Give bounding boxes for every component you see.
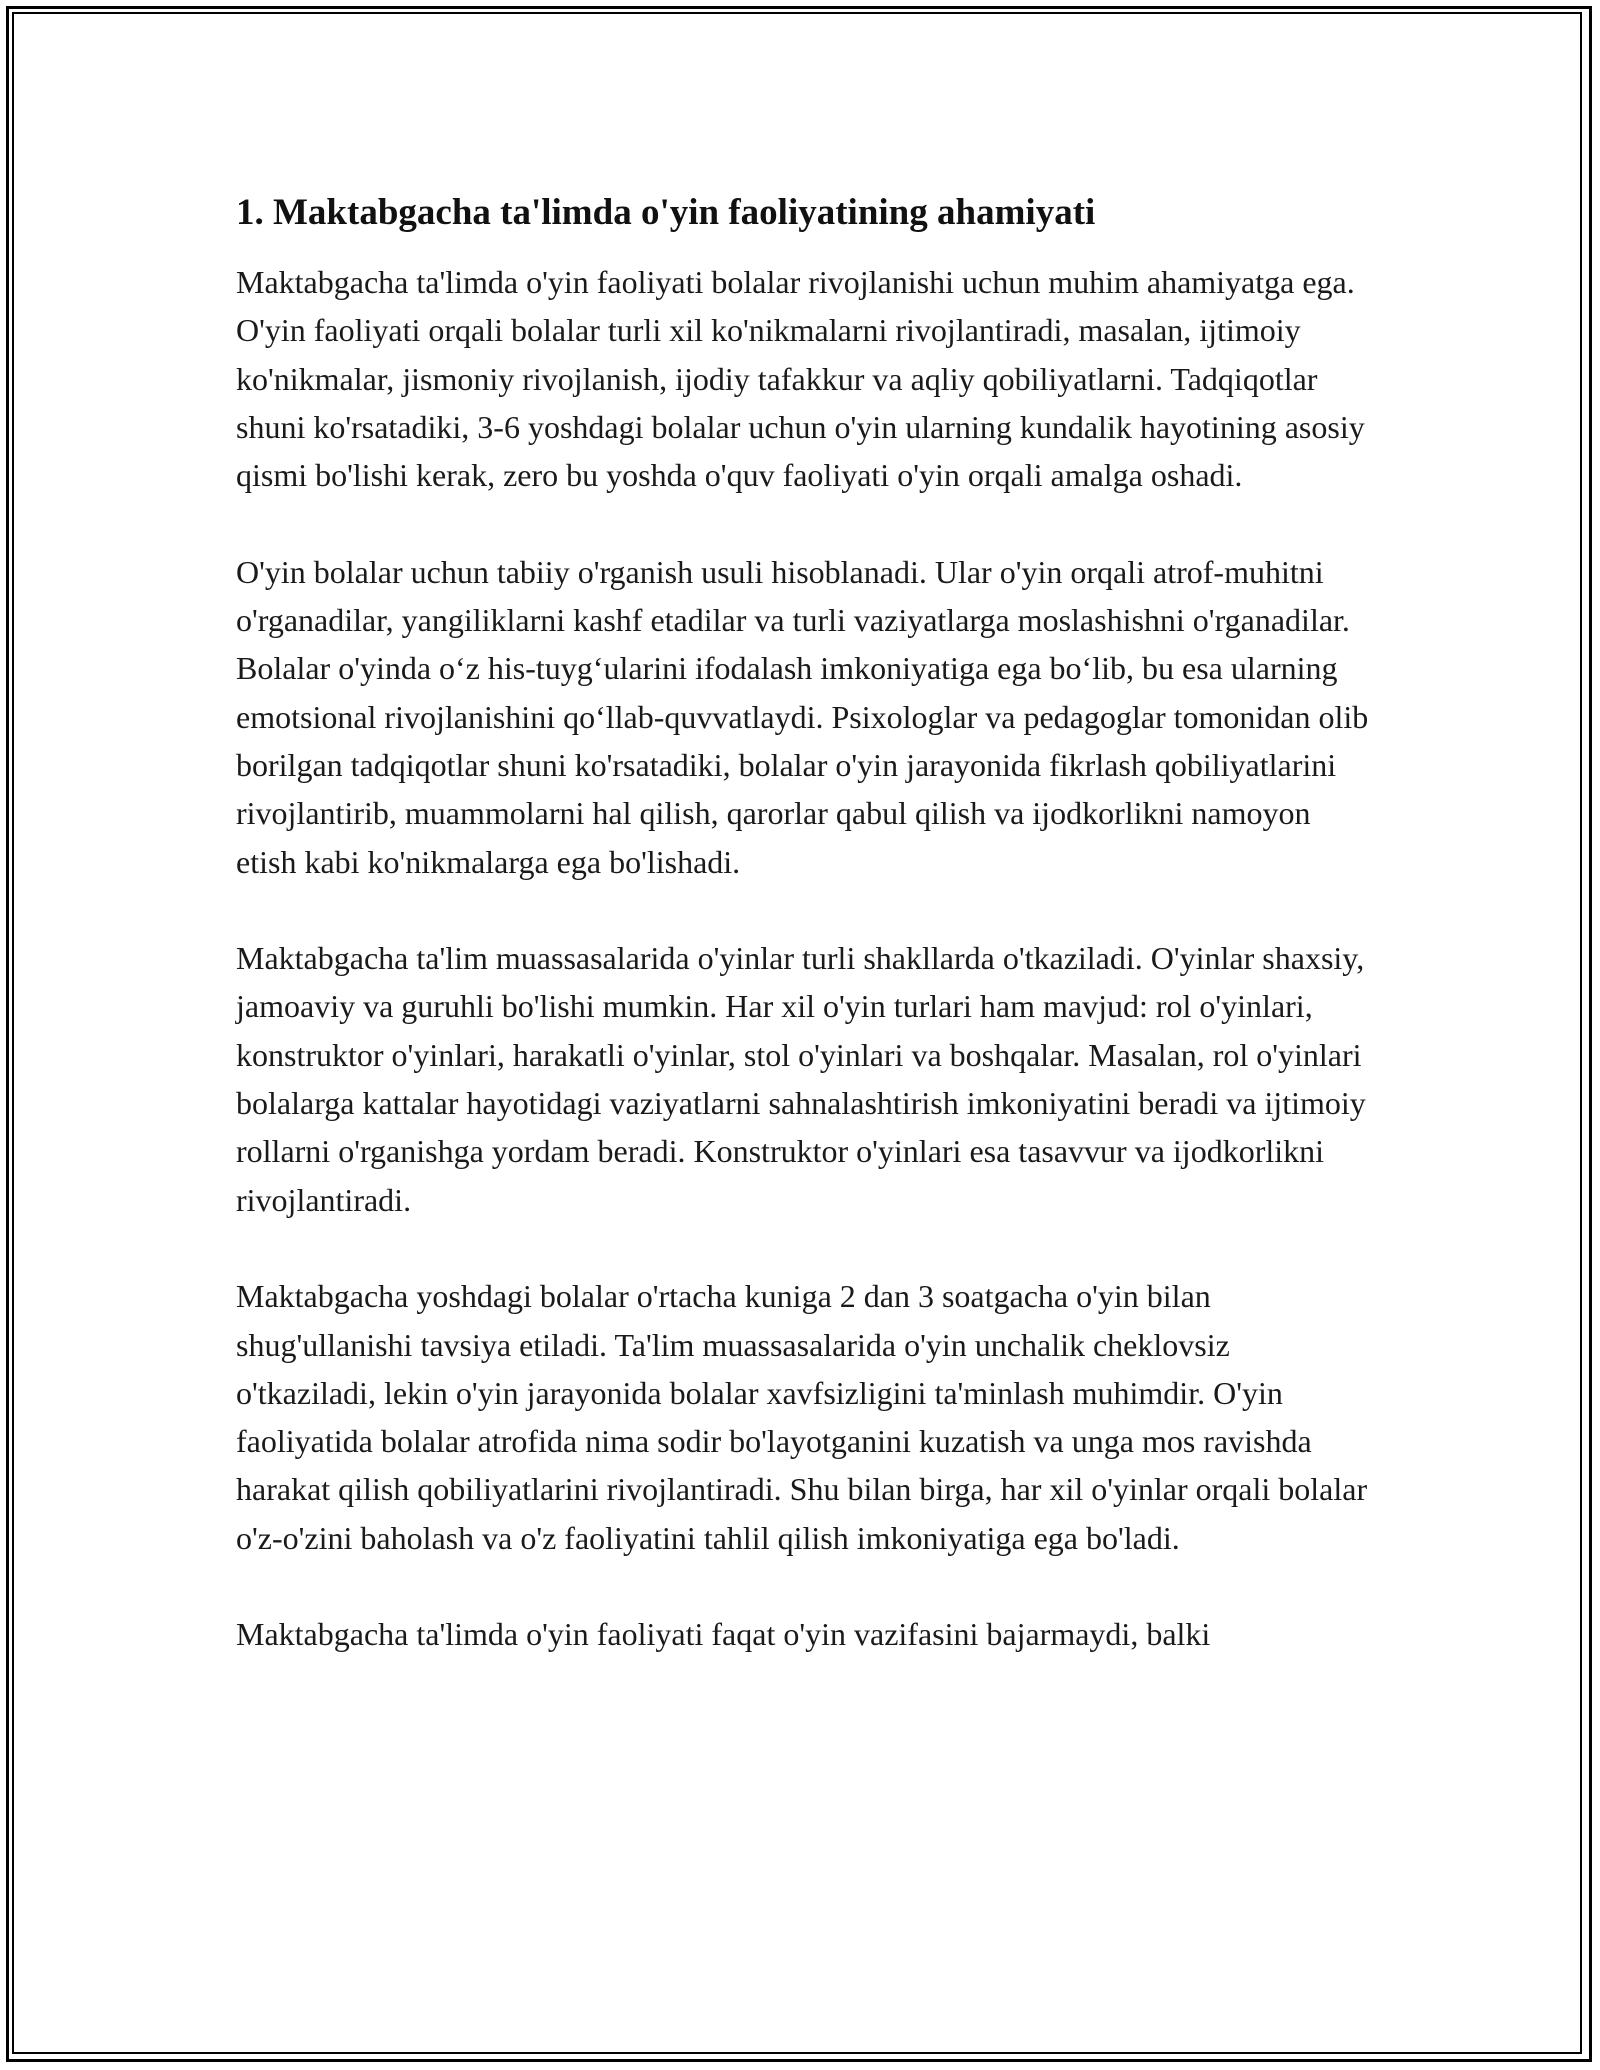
section-heading: 1. Maktabgacha ta'limda o'yin faoliyatining ahamiyati	[236, 192, 1096, 233]
paragraph-3: Maktabgacha ta'lim muassasalarida o'yinlar turli shakllarda o'tkaziladi. O'yinlar shaxsiy, jamoaviy va guruhli bo'lishi mumkin. Har xil o'yin turlari ham mavjud: rol o'yinlari, konstruktor o'yinlari, harakatli o'yinlar, stol o'yinlari va boshqalar. Masalan, rol o'yinlari bolalarga kattalar hayotidagi vaziyatlarni sahnalashtirish imkoniyatini beradi va ijtimoiy rollarni o'rganishga yordam beradi. Konstruktor o'yinlari esa tasavvur va ijodkorlikni rivojlantiradi.	[236, 940, 1366, 1218]
paragraph-4: Maktabgacha yoshdagi bolalar o'rtacha kuniga 2 dan 3 soatgacha o'yin bilan shug'ullanishi tavsiya etiladi. Ta'lim muassasalarida o'yin unchalik cheklovsiz o'tkaziladi, lekin o'yin jarayonida bolalar xavfsizligini ta'minlash muhimdir. O'yin faoliyatida bolalar atrofida nima sodir bo'layotganini kuzatish va unga mos ravishda harakat qilish qobiliyatlarini rivojlantiradi. Shu bilan birga, har xil o'yinlar orqali bolalar o'z-o'zini baholash va o'z faoliyatini tahlil qilish imkoniyatiga ega bo'ladi.	[236, 1278, 1368, 1556]
paragraph-2: O'yin bolalar uchun tabiiy o'rganish usuli hisoblanadi. Ular o'yin orqali atrof-muhitni o'rganadilar, yangiliklarni kashf etadilar va turli vaziyatlarga moslashishni o'rganadilar. Bolalar o'yinda o‘z his-tuyg‘ularini ifodalash imkoniyatiga ega bo‘lib, bu esa ularning emotsional rivojlanishini qo‘llab-quvvatlaydi. Psixologlar va pedagoglar tomonidan olib borilgan tadqiqotlar shuni ko'rsatadiki, bolalar o'yin jarayonida fikrlash qobiliyatlarini rivojlantirib, muammolarni hal qilish, qarorlar qabul qilish va ijodkorlikni namoyon etish kabi ko'nikmalarga ega bo'lishadi.	[236, 553, 1369, 880]
document-body	[236, 188, 1376, 1659]
paragraph-1: Maktabgacha ta'limda o'yin faoliyati bolalar rivojlanishi uchun muhim ahamiyatga ega. O'yin faoliyati orqali bolalar turli xil ko'nikmalarni rivojlantiradi, masalan, ijtimoiy ko'nikmalar, jismoniy rivojlanish, ijodiy tafakkur va aqliy qobiliyatlarni. Tadqiqotlar shuni ko'rsatadiki, 3-6 yoshdagi bolalar uchun o'yin ularning kundalik hayotining asosiy qismi bo'lishi kerak, zero bu yoshda o'quv faoliyati o'yin orqali amalga oshadi.	[236, 264, 1365, 494]
paragraph-5: Maktabgacha ta'limda o'yin faoliyati faqat o'yin vazifasini bajarmaydi, balki	[236, 1616, 1211, 1653]
